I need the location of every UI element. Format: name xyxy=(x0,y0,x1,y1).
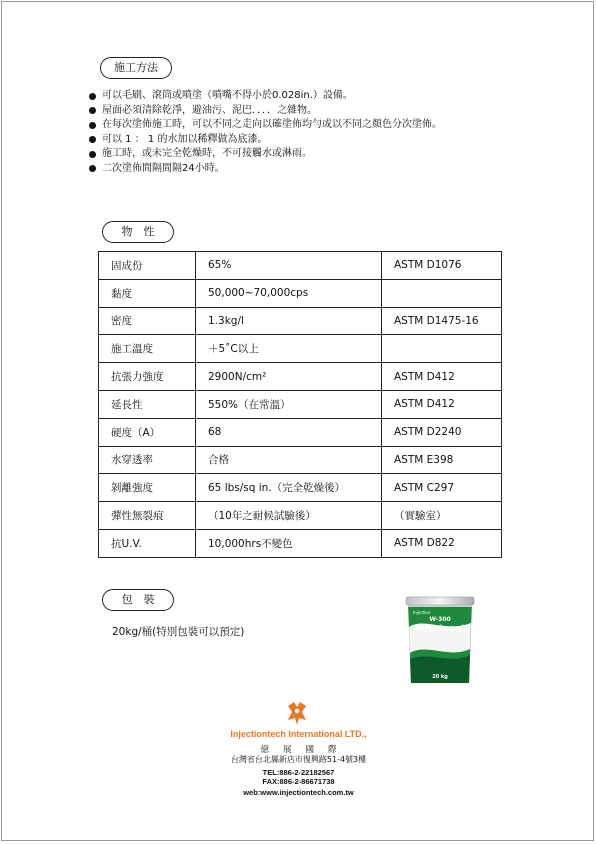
property-row xyxy=(99,363,502,391)
property-name-cell: 黏度 xyxy=(99,279,196,307)
bucket-maker-label: Injection xyxy=(413,610,431,615)
property-row xyxy=(99,418,502,446)
property-row xyxy=(99,502,502,530)
property-row xyxy=(99,307,502,335)
properties-table xyxy=(98,251,502,558)
method-item: 二次塗佈間隔間隔24小時。 xyxy=(88,162,442,177)
property-row xyxy=(99,279,502,307)
properties-section-title: 物 性 xyxy=(102,221,174,243)
method-section-title: 施工方法 xyxy=(100,57,172,79)
company-tel: TEL:886-2-22182567 xyxy=(262,768,335,777)
company-website: web:www.injectiontech.com.tw xyxy=(243,788,354,797)
property-standard-cell: ASTM D1475-16 xyxy=(382,307,502,335)
property-standard-cell: ASTM E398 xyxy=(382,446,502,474)
property-standard-cell xyxy=(382,335,502,363)
property-row xyxy=(99,529,502,557)
property-row xyxy=(99,335,502,363)
property-row xyxy=(99,252,502,280)
property-value-cell: 65% xyxy=(196,252,382,280)
method-item: 施工時，或未完全乾燥時，不可接觸水或淋雨。 xyxy=(88,147,442,162)
property-row xyxy=(99,474,502,502)
property-standard-cell: ASTM D1076 xyxy=(382,252,502,280)
property-name-cell: 密度 xyxy=(99,307,196,335)
company-address: 台灣省台北縣新店市復興路51-4號3樓 xyxy=(230,755,367,764)
property-value-cell: 合格 xyxy=(196,446,382,474)
packaging-text: 20kg/桶(特別包裝可以預定) xyxy=(112,626,245,638)
product-bucket-image xyxy=(405,593,475,685)
company-fax: FAX:886-2-86671738 xyxy=(262,777,335,786)
method-list xyxy=(88,89,442,177)
property-standard-cell: ASTM D2240 xyxy=(382,418,502,446)
property-standard-cell: ASTM D412 xyxy=(382,363,502,391)
property-name-cell: 抗U.V. xyxy=(99,529,196,557)
property-name-cell: 施工溫度 xyxy=(99,335,196,363)
bucket-model-label: W-300 xyxy=(429,616,451,623)
method-item: 可以 1 ： 1 的水加以稀釋做為底漆。 xyxy=(88,133,442,148)
property-row xyxy=(99,390,502,418)
property-name-cell: 固成份 xyxy=(99,252,196,280)
packaging-section-title: 包 裝 xyxy=(102,589,174,611)
property-name-cell: 延長性 xyxy=(99,390,196,418)
property-row xyxy=(99,446,502,474)
property-name-cell: 硬度（A） xyxy=(99,418,196,446)
property-value-cell: 68 xyxy=(196,418,382,446)
property-standard-cell: ASTM D822 xyxy=(382,529,502,557)
method-item: 在每次塗佈施工時，可以不同之走向以確塗佈均勻或以不同之顏色分次塗佈。 xyxy=(88,118,442,133)
property-value-cell: 50,000~70,000cps xyxy=(196,279,382,307)
property-name-cell: 水穿透率 xyxy=(99,446,196,474)
property-name-cell: 彈性無裂痕 xyxy=(99,502,196,530)
property-value-cell: 1.3kg/l xyxy=(196,307,382,335)
company-name-en: Injectiontech International LTD., xyxy=(230,729,367,739)
property-value-cell: 10,000hrs不變色 xyxy=(196,529,382,557)
company-name-zh: 億展國際 xyxy=(260,745,351,755)
property-value-cell: 65 lbs/sq in.（完全乾燥後） xyxy=(196,474,382,502)
property-standard-cell: ASTM D412 xyxy=(382,390,502,418)
property-standard-cell xyxy=(382,279,502,307)
property-standard-cell: ASTM C297 xyxy=(382,474,502,502)
property-value-cell: ＋5˚C以上 xyxy=(196,335,382,363)
method-item: 屋面必須清除乾淨，避油污、泥巴．．．．之雜物。 xyxy=(88,104,442,119)
property-value-cell: （10年之耐候試驗後） xyxy=(196,502,382,530)
bucket-weight-label: 20 kg xyxy=(432,674,448,680)
property-value-cell: 550%（在常溫） xyxy=(196,390,382,418)
company-phone-fax xyxy=(0,768,597,786)
company-logo-icon xyxy=(286,700,308,726)
property-name-cell: 剝離強度 xyxy=(99,474,196,502)
property-name-cell: 抗張力強度 xyxy=(99,363,196,391)
method-item: 可以毛刷、滾筒或噴塗（噴嘴不得小於0.028in.）設備。 xyxy=(88,89,442,104)
property-standard-cell: （實驗室） xyxy=(382,502,502,530)
property-value-cell: 2900N/cm² xyxy=(196,363,382,391)
bucket-brand-label: Injectcoat xyxy=(414,624,466,634)
